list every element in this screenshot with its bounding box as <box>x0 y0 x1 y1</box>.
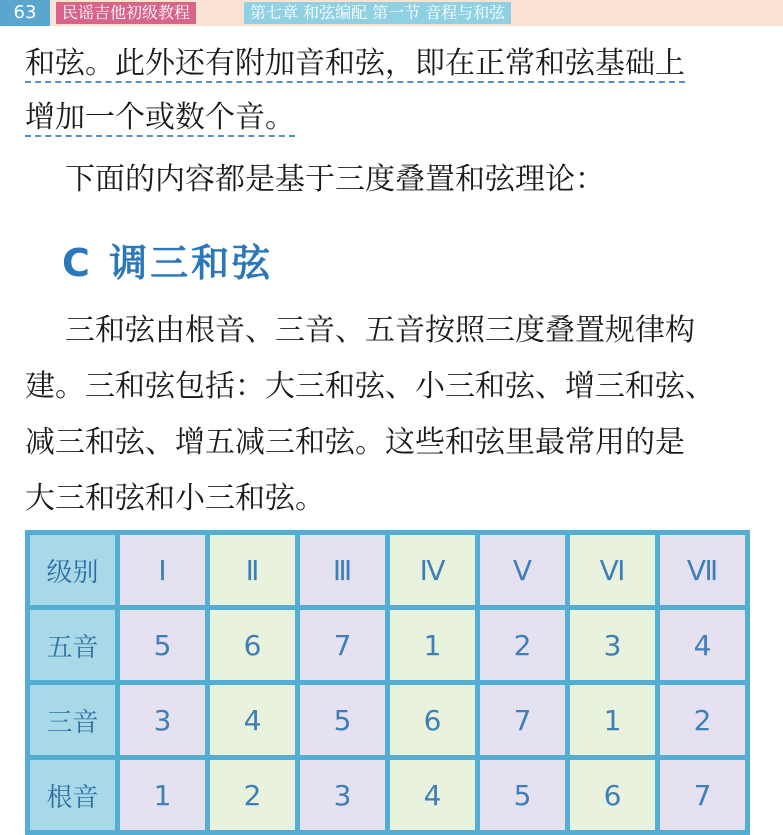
page-header <box>0 0 783 26</box>
table-cell: 2 <box>208 758 298 833</box>
table-cell: 7 <box>478 683 568 758</box>
triad-table <box>25 530 750 835</box>
table-cell: 1 <box>118 758 208 833</box>
paragraph-line: 大三和弦和小三和弦。 <box>25 481 325 516</box>
table-cell: 4 <box>208 683 298 758</box>
text-line-3: 下面的内容都是基于三度叠置和弦理论： <box>65 162 605 197</box>
page-number: 63 <box>0 0 50 26</box>
row-header: 级别 <box>28 533 118 608</box>
table-cell: Ⅵ <box>568 533 658 608</box>
table-cell: 5 <box>118 608 208 683</box>
paragraph-line: 三和弦由根音、三音、五音按照三度叠置规律构 <box>65 313 695 348</box>
table-cell: 7 <box>658 758 748 833</box>
table-cell: 4 <box>388 758 478 833</box>
table-cell: 5 <box>298 683 388 758</box>
table-cell: Ⅳ <box>388 533 478 608</box>
row-header: 根音 <box>28 758 118 833</box>
table-cell: 1 <box>568 683 658 758</box>
table-cell: 6 <box>208 608 298 683</box>
table-cell: 7 <box>298 608 388 683</box>
table-cell: 2 <box>478 608 568 683</box>
table-cell: 3 <box>568 608 658 683</box>
table-cell: 2 <box>658 683 748 758</box>
table-cell: Ⅲ <box>298 533 388 608</box>
paragraph-line: 减三和弦、增五减三和弦。这些和弦里最常用的是 <box>25 425 685 460</box>
book-title: 民谣吉他初级教程 <box>56 2 196 24</box>
table-cell: 1 <box>388 608 478 683</box>
table-cell: Ⅴ <box>478 533 568 608</box>
table-cell: 3 <box>298 758 388 833</box>
table-row <box>28 608 748 683</box>
table-cell: 3 <box>118 683 208 758</box>
table-cell: 5 <box>478 758 568 833</box>
row-header: 三音 <box>28 683 118 758</box>
table-cell: Ⅶ <box>658 533 748 608</box>
table-cell: 4 <box>658 608 748 683</box>
table-cell: Ⅱ <box>208 533 298 608</box>
text-line-2 <box>25 98 295 138</box>
table-row <box>28 758 748 833</box>
table-row <box>28 533 748 608</box>
table-cell: Ⅰ <box>118 533 208 608</box>
table-cell: 6 <box>568 758 658 833</box>
paragraph-line: 建。三和弦包括：大三和弦、小三和弦、增三和弦、 <box>25 369 715 404</box>
table-cell: 6 <box>388 683 478 758</box>
row-header: 五音 <box>28 608 118 683</box>
section-heading: C 调三和弦 <box>62 241 274 285</box>
chapter-title: 第七章 和弦编配 第一节 音程与和弦 <box>244 2 511 24</box>
text-line-2-content: 增加一个或数个音。 <box>25 100 295 135</box>
text-line-1-content: 和弦。此外还有附加音和弦，即在正常和弦基础上 <box>25 46 685 81</box>
table-row <box>28 683 748 758</box>
text-line-1 <box>25 44 685 84</box>
